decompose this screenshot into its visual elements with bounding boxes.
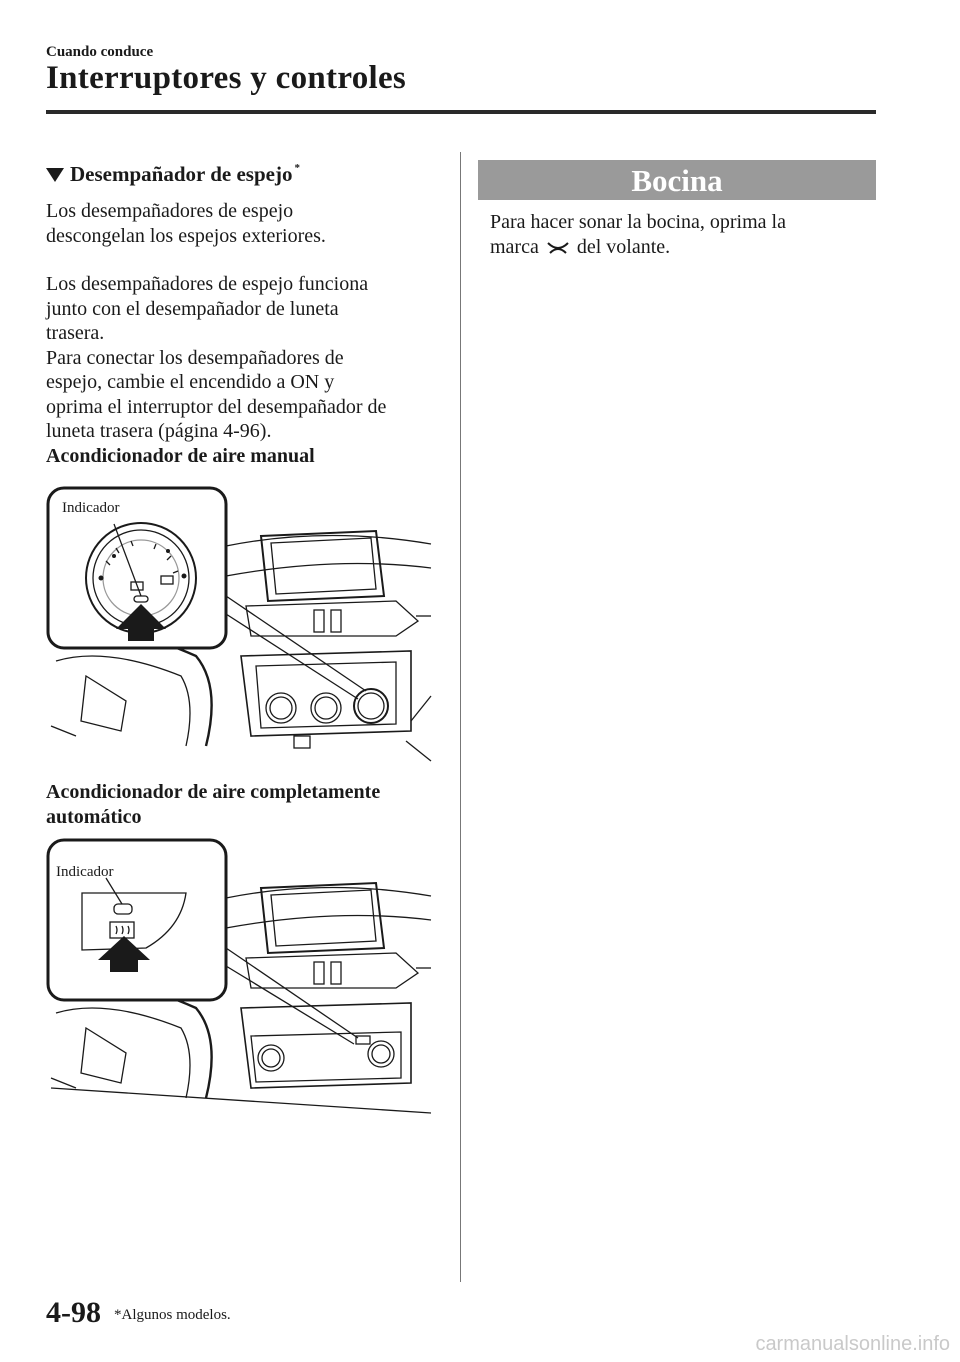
- page-title: Interruptores y controles: [46, 60, 407, 96]
- indicator-label-2: Indicador: [56, 864, 114, 880]
- paragraph-line: Los desempañadores de espejo: [46, 200, 294, 222]
- footnote: *Algunos modelos.: [114, 1307, 231, 1323]
- manual-ac-illustration: [46, 486, 436, 776]
- auto-ac-heading-block: [46, 780, 446, 829]
- paragraph-line: espejo, cambie el encendido a ON y: [46, 371, 335, 393]
- horn-icon: [546, 241, 570, 255]
- page-number: 4-98: [46, 1296, 101, 1329]
- header-rule: [46, 110, 876, 114]
- watermark: carmanualsonline.info: [755, 1333, 950, 1355]
- horn-line-2-before: marca: [490, 236, 539, 258]
- asterisk-mark: *: [294, 162, 300, 174]
- horn-section-title: Bocina: [478, 160, 876, 200]
- paragraph-line: Para conectar los desempañadores de: [46, 346, 344, 369]
- column-divider: [460, 152, 461, 1282]
- horn-paragraph: [490, 210, 870, 260]
- paragraph-line: Los desempañadores de espejo funciona: [46, 273, 369, 295]
- section-title-mirror-defroster: [46, 162, 446, 187]
- paragraph-line: trasera.: [46, 322, 105, 344]
- mirror-defroster-section: [46, 162, 446, 468]
- auto-ac-diagram: [46, 838, 436, 1128]
- horn-line-1: Para hacer sonar la bocina, oprima la: [490, 211, 786, 233]
- triangle-bullet-icon: [46, 168, 64, 182]
- paragraph-line: descongelan los espejos exteriores.: [46, 224, 326, 247]
- indicator-label-1: Indicador: [62, 500, 120, 516]
- horn-line-2: [490, 235, 870, 260]
- auto-ac-heading-line: Acondicionador de aire completamente: [46, 781, 381, 803]
- section-title-text: Desempañador de espejo: [70, 162, 293, 186]
- paragraph-line: oprima el interruptor del desempañador de: [46, 395, 387, 418]
- paragraph-line: junto con el desempañador de luneta: [46, 297, 339, 320]
- manual-ac-heading: Acondicionador de aire manual: [46, 444, 315, 467]
- auto-ac-heading-line: automático: [46, 805, 142, 828]
- manual-ac-diagram: [46, 486, 436, 776]
- auto-ac-illustration: [46, 838, 436, 1128]
- chapter-label: Cuando conduce: [46, 44, 154, 60]
- horn-line-2-after: del volante.: [576, 236, 671, 258]
- paragraph-line: luneta trasera (página 4-96).: [46, 420, 272, 442]
